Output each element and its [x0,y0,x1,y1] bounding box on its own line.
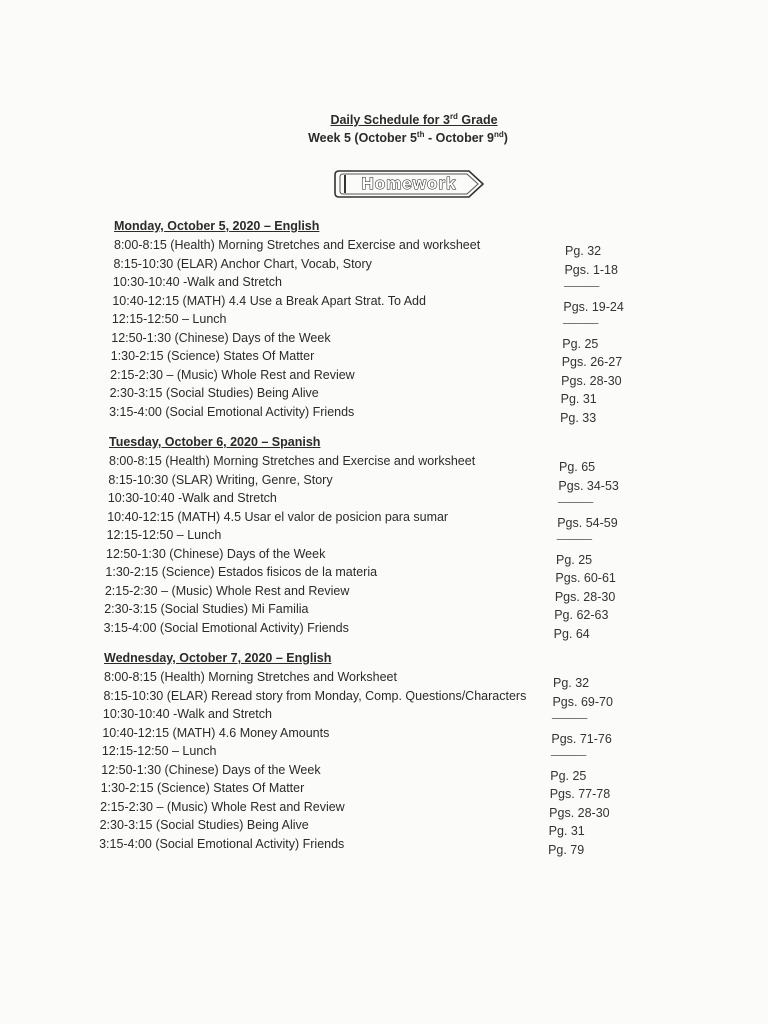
day-heading: Tuesday, October 6, 2020 – Spanish [109,435,321,449]
homework-pages: Pg. 32 [565,244,602,258]
subtitle-superscript-start: th [416,130,425,140]
schedule-row [109,384,597,406]
day-section-wednesday [99,648,613,857]
activity-text: 10:30-10:40 -Walk and Stretch [112,275,282,289]
homework-pages: ——— [551,711,587,725]
title-superscript: rd [449,112,458,121]
schedule-row [107,489,593,509]
schedule-row [100,798,610,820]
activity-text: 12:50-1:30 (Chinese) Days of the Week [111,330,331,345]
activity-text: 2:15-2:30 – (Music) Whole Rest and Review [100,799,345,814]
schedule-row [101,742,586,762]
homework-badge-label: Homework [361,174,457,193]
activity-text: 2:15-2:30 – (Music) Whole Rest and Review [110,367,355,382]
schedule-row [107,508,618,530]
homework-pages: Pg. 65 [559,460,596,474]
homework-pages: ——— [550,748,586,762]
homework-pages: Pg. 64 [553,626,590,641]
homework-pages: Pgs. 69-70 [552,694,613,709]
schedule-row [100,779,611,801]
schedule-row [112,273,599,293]
page-title [60,112,768,127]
subtitle-middle: - October 9 [424,131,494,146]
activity-text: 1:30-2:15 (Science) States Of Matter [110,349,315,363]
day-heading: Wednesday, October 7, 2020 – English [104,651,332,665]
homework-pages: Pg. 62-63 [554,608,609,622]
page-subtitle [48,130,768,145]
homework-pages: Pg. 32 [553,676,590,690]
schedule-row [112,292,624,314]
activity-text: 12:15-12:50 – Lunch [111,312,227,326]
homework-pages: ——— [557,495,593,509]
schedule-row [109,452,596,474]
homework-pages: Pg. 33 [560,410,597,425]
activity-text: 1:30-2:15 (Science) Estados fisicos de la materia [105,565,378,579]
activity-text: 8:15-10:30 (ELAR) Anchor Chart, Vocab, Story [113,256,372,271]
schedule-row [109,403,597,425]
schedule-row [110,366,622,388]
schedule-row [103,687,613,709]
homework-pages: Pgs. 19-24 [563,299,624,314]
activity-text: 2:15-2:30 – (Music) Whole Rest and Review [104,583,350,598]
schedule-row [103,619,590,641]
homework-pages: Pgs. 26-27 [561,355,623,369]
schedule-row [102,724,612,746]
activity-text: 2:30-3:15 (Social Studies) Being Alive [99,818,309,832]
schedule-row [113,255,618,277]
schedule-row [99,816,585,838]
activity-text: 12:15-12:50 – Lunch [101,744,217,758]
schedule-row [104,582,616,604]
schedule-row [110,347,623,369]
schedule-row [104,600,609,622]
activity-text: 12:15-12:50 – Lunch [106,528,222,542]
activity-text: 10:30-10:40 -Walk and Stretch [102,707,272,721]
activity-text: 8:00-8:15 (Health) Morning Stretches and Exercise and worksheet [114,238,481,252]
activity-text: 10:40-12:15 (MATH) 4.6 Money Amounts [102,725,330,740]
activity-text: 1:30-2:15 (Science) States Of Matter [100,781,305,795]
homework-pages: Pg. 25 [550,768,587,783]
day-section-tuesday [103,432,619,641]
schedule-row [102,705,587,725]
homework-badge [333,169,485,199]
homework-pages: Pgs. 34-53 [558,478,619,493]
activity-text: 2:30-3:15 (Social Studies) Being Alive [109,386,319,400]
homework-pages: Pgs. 28-30 [554,589,616,604]
page-header [0,112,768,145]
activity-text: 10:40-12:15 (MATH) 4.5 Usar el valor de posicion para sumar [107,509,449,524]
activity-text: 10:30-10:40 -Walk and Stretch [107,491,277,505]
homework-pages: Pgs. 54-59 [557,515,618,530]
schedule-row [108,471,619,493]
homework-pages: Pg. 79 [548,842,585,857]
homework-pages: Pgs. 28-30 [561,373,622,388]
homework-pages: Pgs. 1-18 [564,262,618,277]
subtitle-superscript-end: nd [493,130,504,140]
title-suffix: Grade [457,113,498,128]
activity-text: 8:00-8:15 (Health) Morning Stretches and Exercise and worksheet [109,454,476,468]
activity-text: 10:40-12:15 (MATH) 4.4 Use a Break Apart Strat. To Add [112,293,426,308]
day-section-monday [109,216,624,425]
activity-text: 12:50-1:30 (Chinese) Days of the Week [101,762,321,777]
subtitle-prefix: Week 5 (October 5 [308,131,417,146]
activity-text: 8:00-8:15 (Health) Morning Stretches and Worksheet [104,670,397,684]
schedule-row [114,236,602,258]
homework-pages: Pgs. 28-30 [549,805,610,820]
activity-text: 2:30-3:15 (Social Studies) Mi Familia [104,602,309,616]
schedule-row [104,668,590,690]
homework-pages: ——— [556,532,592,546]
schedule-row [99,835,585,857]
title-prefix: Daily Schedule for 3 [330,113,450,128]
activity-text: 8:15-10:30 (SLAR) Writing, Genre, Story [108,472,333,487]
homework-pages: Pg. 31 [548,824,585,838]
homework-pages: Pgs. 77-78 [549,787,611,801]
homework-pages: Pg. 25 [562,336,599,351]
activity-text: 3:15-4:00 (Social Emotional Activity) Friends [99,836,345,851]
schedule-row [101,761,587,783]
activity-text: 12:50-1:30 (Chinese) Days of the Week [106,546,326,561]
homework-pages: Pgs. 60-61 [555,571,616,585]
activity-text: 8:15-10:30 (ELAR) Reread story from Monday, Comp. Questions/Characters [103,688,527,703]
schedule-row [106,545,593,567]
homework-pages: Pg. 31 [560,392,597,406]
homework-pages: ——— [563,279,599,293]
schedule-row [105,563,616,585]
schedule-row [111,310,598,330]
schedule-row [106,526,592,546]
subtitle-suffix: ) [503,131,508,146]
homework-pages: ——— [562,316,598,330]
activity-text: 3:15-4:00 (Social Emotional Activity) Friends [103,620,349,635]
day-heading: Monday, October 5, 2020 – English [114,219,320,233]
activity-text: 3:15-4:00 (Social Emotional Activity) Friends [109,404,355,419]
schedule-row [111,329,599,351]
homework-pages: Pg. 25 [556,552,593,567]
homework-pages: Pgs. 71-76 [551,731,612,746]
